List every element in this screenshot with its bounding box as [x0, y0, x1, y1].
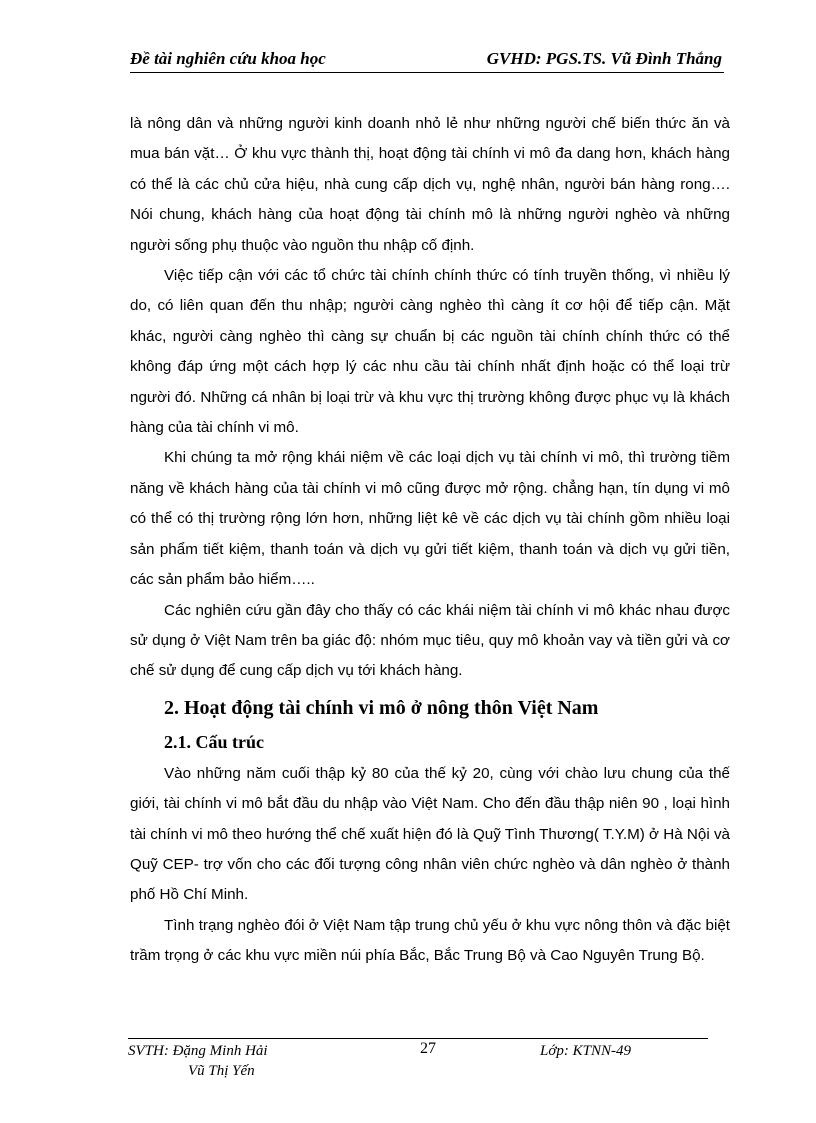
page-body	[130, 109, 730, 972]
page-header	[130, 46, 724, 73]
paragraph-5: Vào những năm cuối thập kỷ 80 của thế kỷ 20, cùng với chào lưu chung của thế giới, tài chính vi mô bắt đầu du nhập vào Việt Nam. Cho đến đầu thập niên 90 , loại hình tài chính vi mô theo hướng thể chế xuất hiện đó là Quỹ Tình Thương( T.Y.M) ở Hà Nội và Quỹ CEP- trợ vốn cho các đối tượng công nhân viên chức nghèo và dân nghèo ở thành phố Hồ Chí Minh.	[130, 764, 730, 904]
header-topic: Đề tài nghiên cứu khoa học	[130, 49, 326, 68]
page-number: 27	[420, 1040, 436, 1057]
footer-student-2: Vũ Thị Yến	[188, 1063, 255, 1079]
paragraph-3: Khi chúng ta mở rộng khái niệm về các loại dịch vụ tài chính vi mô, thì trường tiềm năng về khách hàng của tài chính vi mô cũng được mở rộng. chẳng hạn, tín dụng vi mô có thể có thị trường rộng lớn hơn, những liệt kê về các dịch vụ tài chính gồm nhiều loại sản phẩm tiết kiệm, thanh toán và dịch vụ gửi tiết kiệm, thanh toán và dịch vụ gửi tiền, các sản phẩm bảo hiểm…..	[130, 449, 730, 589]
footer-student: SVTH: Đặng Minh Hải	[128, 1043, 268, 1059]
footer-class: Lớp: KTNN-49	[540, 1043, 631, 1059]
section-heading: 2. Hoạt động tài chính vi mô ở nông thôn Việt Nam	[164, 696, 599, 719]
paragraph-4: Các nghiên cứu gần đây cho thấy có các khái niệm tài chính vi mô khác nhau được sử dụng ở Việt Nam trên ba giác độ: nhóm mục tiêu, quy mô khoản vay và tiền gửi và cơ chế sử dụng để cung cấp dịch vụ tới khách hàng.	[130, 601, 730, 680]
paragraph-2: Việc tiếp cận với các tổ chức tài chính chính thức có tính truyền thống, vì nhiều lý do, có liên quan đến thu nhập; người càng nghèo thì càng ít cơ hội để tiếp cận. Mặt khác, người càng nghèo thì càng sự chuẩn bị các nguồn tài chính chính thức có thể không đáp ứng một cách hợp lý các nhu cầu tài chính nhất định hoặc có thể loại trừ người đó. Những cá nhân bị loại trừ và khu vực thị trường không được phục vụ là khách hàng của tài chính vi mô.	[130, 267, 730, 437]
paragraph-1: là nông dân và những người kinh doanh nhỏ lẻ như những người chế biến thức ăn và mua bán vặt… Ở khu vực thành thị, hoạt động tài chính vi mô đa dang hơn, khách hàng có thể là các chủ cửa hiệu, nhà cung cấp dịch vụ, nghệ nhân, người bán hàng rong…. Nói chung, khách hàng của hoạt động tài chính mô là những người nghèo và những người sống phụ thuộc vào nguồn thu nhập cố định.	[130, 115, 730, 254]
subsection-heading: 2.1. Cấu trúc	[164, 731, 264, 752]
paragraph-6: Tình trạng nghèo đói ở Việt Nam tập trung chủ yếu ở khu vực nông thôn và đặc biệt trầm trọng ở các khu vực miền núi phía Bắc, Bắc Trung Bộ và Cao Nguyên Trung Bộ.	[130, 916, 730, 965]
header-advisor: GVHD: PGS.TS. Vũ Đình Thắng	[486, 49, 722, 68]
footer-divider	[128, 1038, 708, 1039]
